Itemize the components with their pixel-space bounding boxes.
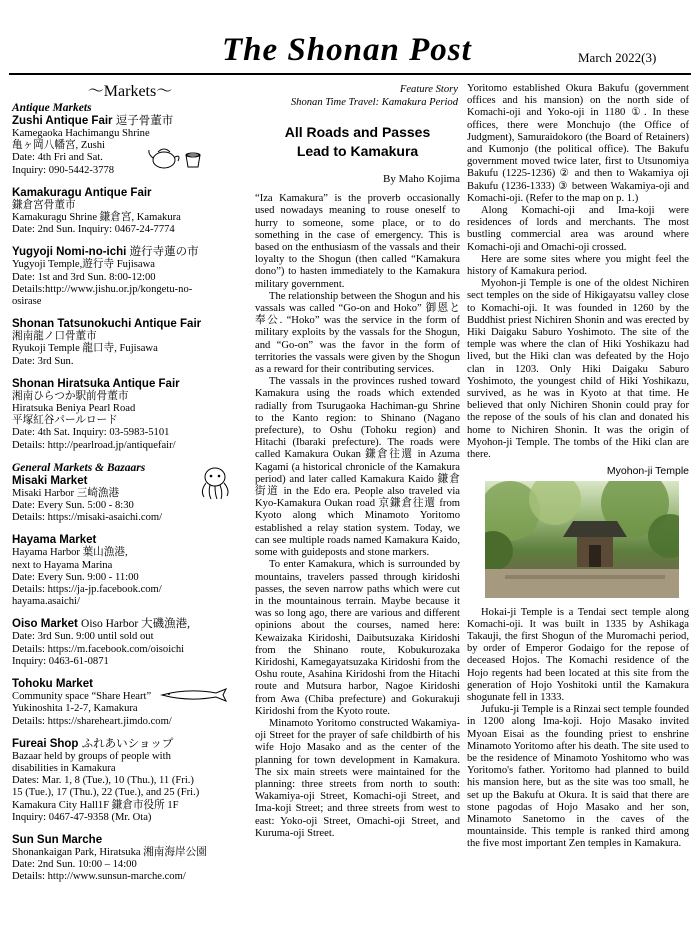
- market-name: [12, 738, 248, 751]
- market-detail-line: Kamakuragu Shrine 鎌倉宮, Kamakura: [12, 212, 181, 224]
- market-detail-line: Date: 1st and 3rd Sun. 8:00-12:00: [12, 271, 156, 283]
- market-detail-line: Details: http://www.sunsun-marche.com/: [12, 871, 186, 883]
- headline-line-2: Lead to Kamakura: [296, 143, 419, 159]
- market-detail-line: Community space “Share Heart”: [12, 691, 152, 703]
- feature-body-continued: [467, 83, 689, 461]
- feature-column: [255, 83, 460, 840]
- article-paragraph: Here are some sites where you might feel the history of Kamakura period.: [467, 253, 689, 278]
- market-detail-line: Date: 4th Fri and Sat.: [12, 152, 103, 164]
- market-entry: [12, 115, 248, 177]
- market-detail-line: next to Hayama Marina: [12, 559, 113, 571]
- article-paragraph: The relationship between the Shogun and his vassals was called “Go-on and Hoko” 御恩と奉公. “Hoko” was the service in the form of military exploits by the vassals for the Shogun, and “Go-on” was the favor in the form of territories the vassals were given by the Shogun as a reward for their contributing services.: [255, 290, 460, 376]
- market-title: Tohoku Market: [12, 678, 93, 691]
- market-entry: [12, 378, 248, 452]
- market-name-japanese: 遊行寺蓮の市: [129, 246, 199, 259]
- markets-column: [12, 83, 248, 894]
- market-detail-line: Date: 2nd Sun. Inquiry: 0467-24-7774: [12, 224, 175, 236]
- market-title: Kamakuragu Antique Fair: [12, 186, 152, 199]
- fish-icon: [158, 687, 230, 703]
- market-name: [12, 834, 248, 847]
- octopus-icon: [196, 465, 234, 501]
- market-detail-line: Date: Every Sun. 9:00 - 11:00: [12, 571, 139, 583]
- feature-continued-column: [467, 83, 689, 851]
- market-detail-line: Date: 2nd Sun. 10:00 – 14:00: [12, 859, 137, 871]
- market-detail-line: Kamakura City Hall1F 鎌倉市役所 1F: [12, 799, 179, 811]
- market-detail-line: 15 (Tue.), 17 (Thu.), 22 (Tue.), and 25 (Fri.): [12, 787, 200, 799]
- market-detail-line: Details: https://misaki-asaichi.com/: [12, 512, 163, 524]
- market-name: [12, 378, 248, 391]
- feature-headline: [255, 123, 460, 161]
- article-paragraph: Minamoto Yoritomo constructed Wakamiya-oji Street for the prayer of safe childbirth of his wife Hojo Masako and as the center of the planning for town development in Kamakura. The six main streets were maintained for the planning: three streets from north to south: Wakamiya-oji Street, Komachi-oji Street, and Ima-koji Street; and three streets from west to east: Yoko-oji Street, Omachi-oji Street, and Kuruma-oji Street.: [255, 717, 460, 839]
- market-title: Fureai Shop: [12, 737, 79, 750]
- market-name: [12, 618, 248, 631]
- market-detail-line: Details: https://m.facebook.com/oisoichi: [12, 643, 185, 655]
- market-detail-line: Yukinoshita 1-2-7, Kamakura: [12, 703, 138, 715]
- market-detail-line: Details: http://pearlroad.jp/antiquefair/: [12, 439, 176, 451]
- market-detail-line: Date: 4th Sat. Inquiry: 03-5983-5101: [12, 427, 170, 439]
- article-paragraph: The vassals in the provinces rushed toward Kamakura using the roads which extended radially from Tsurugaoka Hachiman-gu Shrine to the Kanto region: to Shinano (Nagano prefecture), to Oshu (Tohoku region) and Hitachi (Ibaraki prefecture). The roads were called Kamakura Oukan 鎌倉往還 in Azuma Kagami (a historical chronicle of the Kamakura period) and later called Kamakura Kaido 鎌倉街道 in the Edo era. People also traveled via Kyo-Kamakura Oukan road 京鎌倉往還 from Kyoto along which Minamoto Yoritomo established a relay station system. Today, we can see multiple roads named Kamakura Kaido, some with guideposts and stone markers.: [255, 376, 460, 559]
- markets-heading: 〜Markets〜: [87, 83, 173, 100]
- market-title: Misaki Market: [12, 474, 88, 487]
- market-detail-line: hayama.asaichi/: [12, 596, 80, 608]
- article-paragraph: Myohon-ji Temple is one of the oldest Nichiren sect temples on the side of Hikigayatsu valley close to Komachi-oji. It was founded in 1260 by the Buddhist priest Nichiren Shonin and was erected by Hiki Daigaku Saburo Yoshimoto. The site of the temple was where the clan of Hiki Yoshikazu had lived, but the Hiki clan was defeated by the Hojo clan in 1203. Only Hiki Daigaku Saburo Yoshimoto, the youngest child of Hiki Yoshikazu, survived, as he was in Kyoto at that time. He believed that only Nichiren Shonin could pray for the repose of the souls of his clan and donated his home to Nichiren Shonin. It was the origin of Myohon-ji Temple. The tombs of the Hiki clan are there.: [467, 278, 689, 461]
- market-detail-line: Details: https://shareheart.jimdo.com/: [12, 715, 172, 727]
- market-detail-line: Details: https://ja-jp.facebook.com/: [12, 584, 162, 596]
- market-detail-line: Date: 3rd Sun. 9:00 until sold out: [12, 631, 154, 643]
- market-detail-line: 平塚紅谷パールロード: [12, 415, 118, 427]
- market-title: Yugyoji Nomi-no-ichi: [12, 246, 127, 259]
- issue-date: March 2022(3): [578, 50, 657, 65]
- feature-kicker: Feature Story: [399, 84, 458, 95]
- market-entry: [12, 738, 248, 824]
- market-detail-line: 湘南龍ノ口骨董市: [12, 331, 97, 343]
- market-name-japanese: ふれあいショップ: [81, 737, 174, 750]
- newsletter-title: The Shonan Post: [222, 32, 472, 68]
- article-paragraph: Hokai-ji Temple is a Tendai sect temple along Komachi-oji. It was built in 1335 by Ashikaga Takauji, the first Shogun of the Muromachi period, by order of Emperor Godaigo for the repose of deceased Hojos. The Komachi residence of the Hojo regents had been located at this site from the generation of Hojo Yoshitoki until the Kamakura shogunate fell in 1333.: [467, 606, 689, 703]
- article-paragraph: “Iza Kamakura” is the proverb occasionally used nowadays meaning to rouse oneself to hurry to someone, some place, or to do something in the case of emergency. This is based on the enthusiasm of the vassals and their loyalty to the Shogun (then called “Kamakura dono”) to hasten immediately to the Kamakura military government.: [255, 193, 460, 290]
- byline: By Maho Kojima: [383, 173, 460, 185]
- market-entry: [12, 618, 248, 668]
- market-name-japanese: 逗子骨董市: [115, 115, 174, 127]
- market-entry: [12, 834, 248, 884]
- market-detail-line: Misaki Harbor 三崎漁港: [12, 487, 120, 499]
- market-title: Zushi Antique Fair: [12, 115, 113, 127]
- market-detail-line: Hiratsuka Beniya Pearl Road: [12, 403, 136, 415]
- market-detail-line: Details:http://www.jishu.or.jp/kongetu-no-: [12, 283, 193, 295]
- market-detail-line: Inquiry: 0463-61-0871: [12, 655, 109, 667]
- market-detail-line: osirase: [12, 296, 42, 308]
- market-detail-line: Ryukoji Temple 龍口寺, Fujisawa: [12, 343, 158, 355]
- market-name: [12, 246, 248, 259]
- market-title: Hayama Market: [12, 534, 97, 547]
- market-name: [12, 115, 248, 128]
- antique-markets-heading: Antique Markets: [12, 102, 92, 114]
- market-entry: [12, 534, 248, 608]
- market-detail-line: Date: Every Sun. 5:00 - 8:30: [12, 500, 134, 512]
- feature-body-after-photo: [467, 607, 689, 851]
- headline-line-1: All Roads and Passes: [284, 124, 431, 140]
- antique-market-list: [12, 115, 248, 452]
- market-detail-line: Yugyoji Temple,遊行寺 Fujisawa: [12, 259, 155, 271]
- market-detail-line: Bazaar held by groups of people with: [12, 750, 171, 762]
- market-name: [12, 534, 248, 547]
- photo-caption: Myohon-ji Temple: [606, 465, 689, 478]
- market-detail-line: Dates: Mar. 1, 8 (Tue.), 10 (Thu.), 11 (Fri.): [12, 775, 194, 787]
- market-title: Shonan Hiratsuka Antique Fair: [12, 377, 180, 390]
- market-detail-line: Kamegaoka Hachimangu Shrine: [12, 128, 150, 139]
- masthead-rule: [9, 73, 691, 75]
- market-detail-line: 湘南ひらつか駅前骨董市: [12, 390, 129, 402]
- market-detail-line: Inquiry: 090-5442-3778: [12, 164, 115, 176]
- general-market-list: [12, 475, 248, 884]
- market-detail-line: Hayama Harbor 葉山漁港,: [12, 547, 128, 559]
- market-detail-line: Inquiry: 0467-47-9358 (Mr. Ota): [12, 811, 152, 823]
- teapot-icon: [146, 141, 206, 171]
- market-name: [12, 187, 248, 200]
- market-detail-line: 亀ヶ岡八幡宮, Zushi: [12, 140, 105, 152]
- market-name-japanese: Oiso Harbor 大磯漁港,: [81, 618, 190, 631]
- feature-subkicker: Shonan Time Travel: Kamakura Period: [290, 97, 458, 108]
- article-paragraph: Along Komachi-oji and Ima-koji were residences of lords and merchants. The most bustling commercial area was around where Komachi-oji and Omachi-oji crossed.: [467, 205, 689, 253]
- market-name: [12, 318, 248, 331]
- masthead: [0, 28, 700, 78]
- temple-illustration: [485, 481, 679, 598]
- article-paragraph: To enter Kamakura, which is surrounded by mountains, travelers passed through kiridoshi passes, the seven narrow paths which were cut in the mountainous terrain. Maybe because it was so long ago, there are various and different opinions about the courses, named here: Kewaizaka Kiridoshi, Daibutsuzaka Kiridoshi from the Shinano route, Kobukurozaka Kiridoshi, Kamegayatsuzaka Kiridoshi from the Oshu route, Asahina Kiridoshi from the Hitachi route and Mutsura harbor, Nagoe Kiridoshi from Awa (Chiba prefecture) and Gokurakuji Kiridoshi from the Kyoto route.: [255, 559, 460, 717]
- market-entry: [12, 187, 248, 237]
- market-detail-line: disabilities in Kamakura: [12, 762, 116, 774]
- feature-body: [255, 193, 460, 840]
- market-detail-line: 鎌倉宮骨董市: [12, 199, 76, 211]
- market-entry: [12, 318, 248, 368]
- article-paragraph: Yoritomo established Okura Bakufu (government offices and his mansion) on the north side of Komachi-oji and Yoko-oji in 1180 ①. In these offices, there were Monchujo (the Office of Judgment), Samuraidokoro (the Board of Retainers) and Kumonjo (the political office). The Bakufu government moved twice later, first to Utsunomiya Bakufu (1225-1236) ② and then to Wakamiya oji Bakufu (1236-1333) ③ between Wakamiya-oji and Komachi-oji. (Refer to the map on p. 1.): [467, 83, 689, 204]
- temple-photo: [485, 481, 679, 598]
- market-entry: [12, 246, 248, 308]
- market-title: Shonan Tatsunokuchi Antique Fair: [12, 318, 202, 331]
- article-paragraph: Jufuku-ji Temple is a Rinzai sect temple founded in 1200 along Ima-koji. Hojo Masako invited Myoan Eisai as the founding priest to enshrine Minamoto Yoritomo after his death. The site used to be the residence of Minamoto Yoshitomo who was Yoritomo's father. Yoritomo had planned to build his mansion here, but as the site was too small, he set up the Bakufu at Okura. It is said that there are stone pagodas of Hojo Masako and her son, Minamoto Sanetomo in the caves of the mountainside. This temple is ranked third among the five most important Zen temples in Kamakura.: [467, 704, 689, 850]
- market-detail-line: Date: 3rd Sun.: [12, 355, 74, 367]
- market-title: Sun Sun Marche: [12, 833, 103, 846]
- general-markets-heading: General Markets & Bazaars: [12, 461, 146, 474]
- market-title: Oiso Market: [12, 618, 78, 631]
- market-detail-line: Shonankaigan Park, Hiratsuka 湘南海岸公園: [12, 846, 207, 858]
